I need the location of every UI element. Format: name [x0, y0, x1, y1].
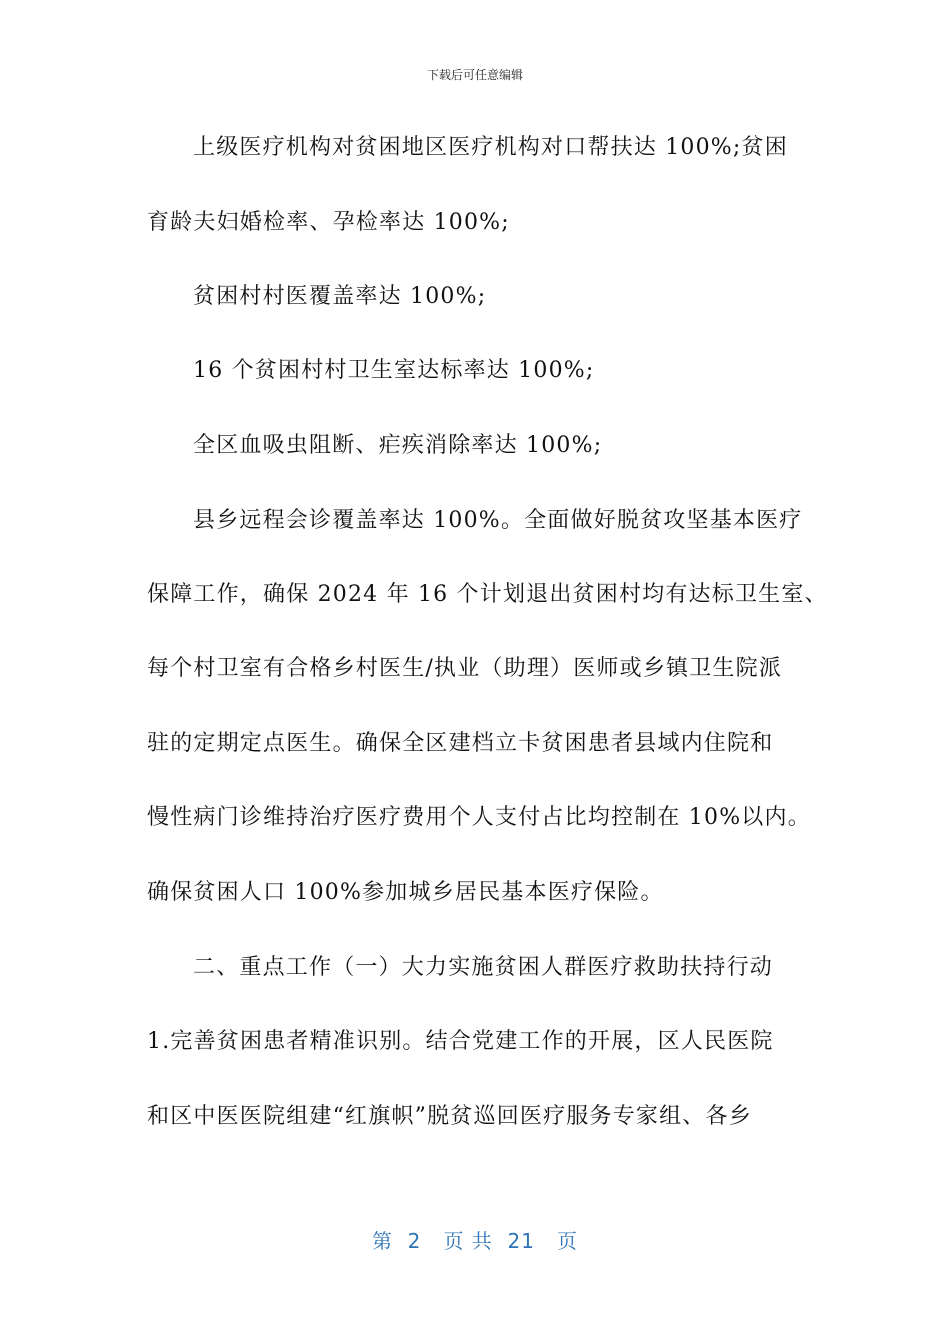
- text-line-9: 驻的定期定点医生。确保全区建档立卡贫困患者县域内住院和: [147, 731, 774, 756]
- text-line-6: 县乡远程会诊覆盖率达 100%。全面做好脱贫攻坚基本医疗: [193, 508, 803, 533]
- text-line-10: 慢性病门诊维持治疗医疗费用个人支付占比均控制在 10%以内。: [147, 805, 811, 830]
- header-note: 下载后可任意编辑: [426, 68, 523, 82]
- text-line-13: 1.完善贫困患者精准识别。结合党建工作的开展，区人民医院: [147, 1029, 774, 1054]
- text-line-3: 贫困村村医覆盖率达 100%;: [193, 284, 487, 309]
- page-number-footer: 第 2 页 共 21 页: [371, 1229, 579, 1253]
- text-line-1: 上级医疗机构对贫困地区医疗机构对口帮扶达 100%;贫困: [193, 135, 788, 160]
- text-line-12: 二、重点工作（一）大力实施贫困人群医疗救助扶持行动: [193, 955, 774, 980]
- text-line-14: 和区中医医院组建“红旗帜”脱贫巡回医疗服务专家组、各乡: [147, 1104, 752, 1129]
- text-line-5: 全区血吸虫阻断、疟疾消除率达 100%;: [193, 433, 603, 458]
- text-line-4: 16 个贫困村村卫生室达标率达 100%;: [193, 358, 595, 383]
- text-line-2: 育龄夫妇婚检率、孕检率达 100%;: [147, 210, 510, 235]
- text-line-11: 确保贫困人口 100%参加城乡居民基本医疗保险。: [147, 880, 664, 905]
- text-line-8: 每个村卫室有合格乡村医生/执业（助理）医师或乡镇卫生院派: [147, 656, 783, 681]
- text-line-7: 保障工作，确保 2024 年 16 个计划退出贫困村均有达标卫生室、: [147, 582, 828, 607]
